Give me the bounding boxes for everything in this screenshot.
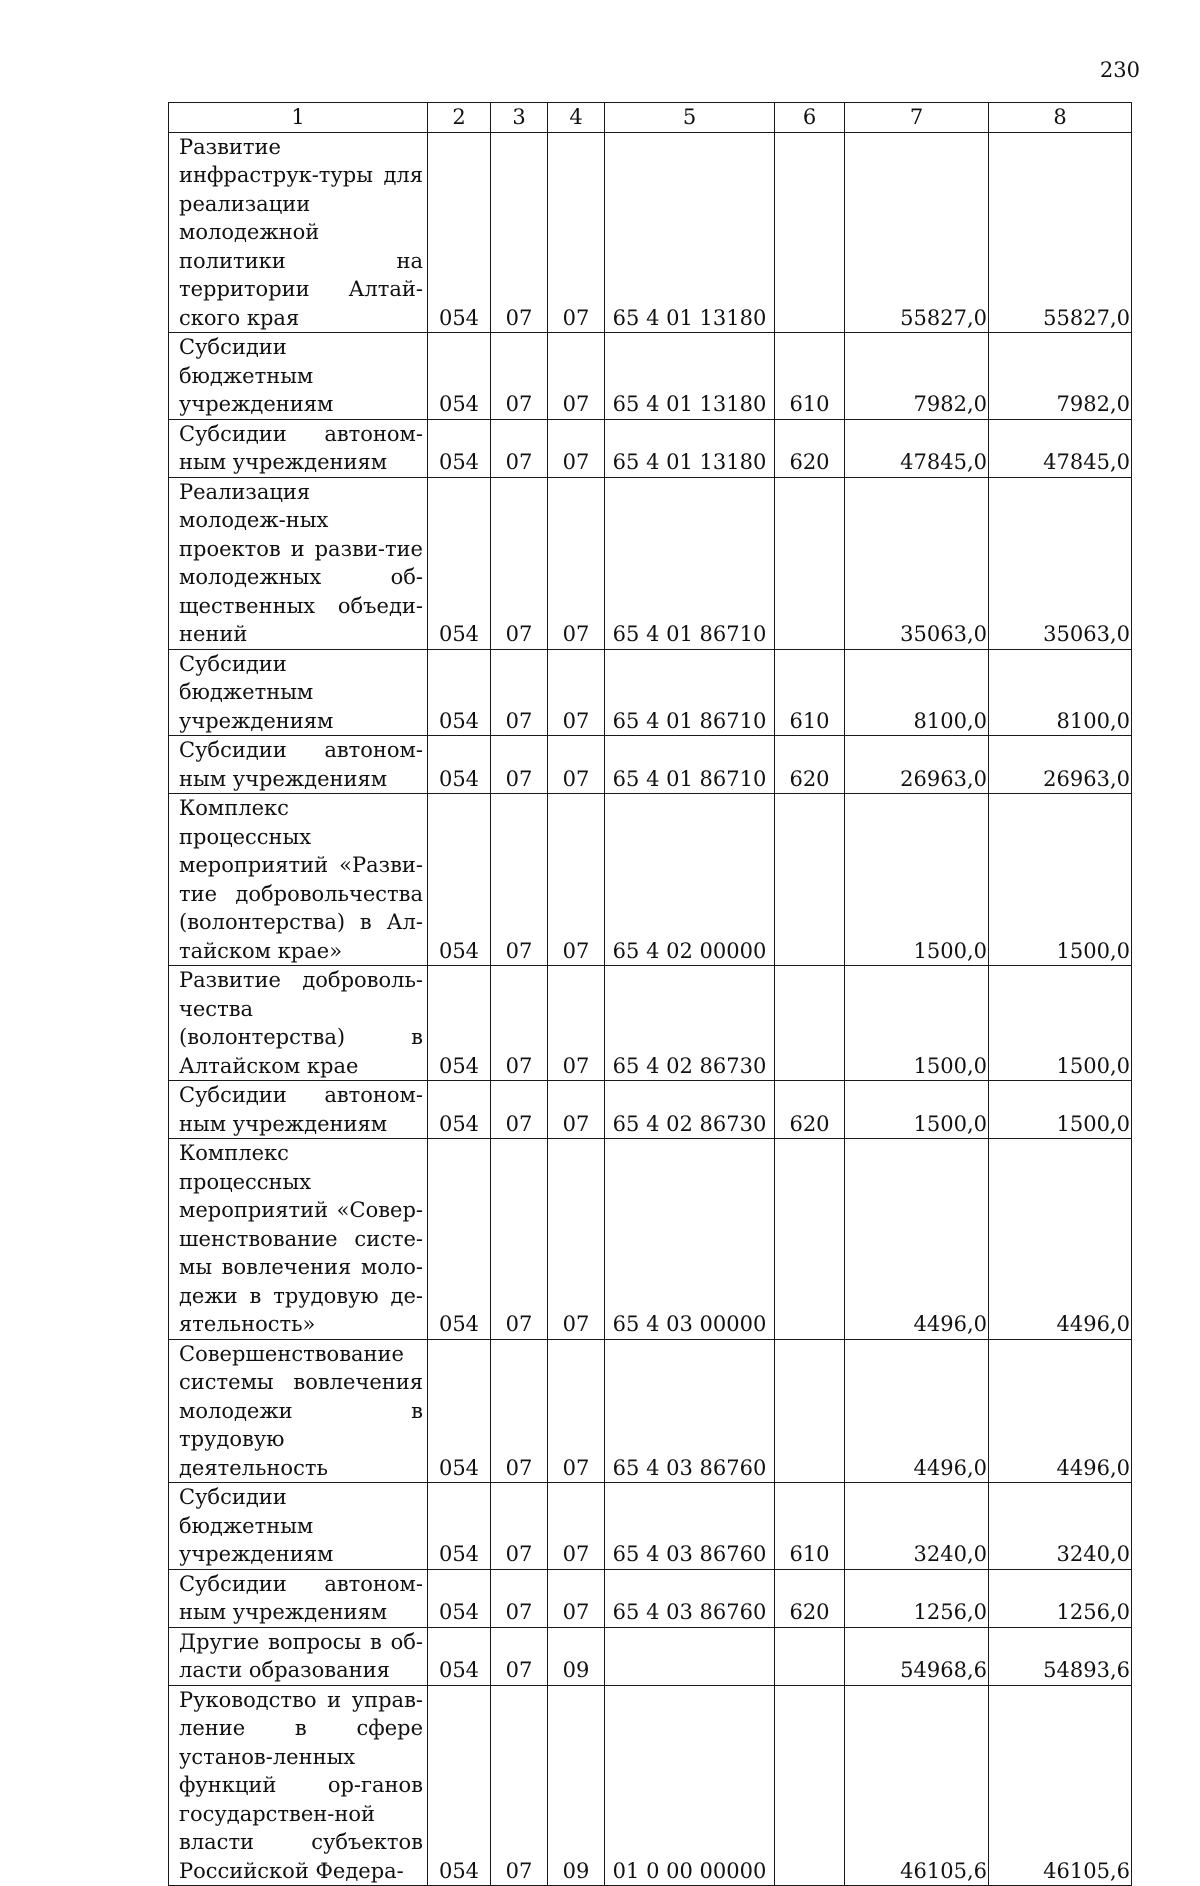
table-row bbox=[169, 1139, 1132, 1340]
table-row bbox=[169, 794, 1132, 966]
amount-col7-cell: 1500,0 bbox=[845, 794, 989, 966]
section-code-cell: 07 bbox=[491, 649, 548, 736]
amount-col7-cell: 35063,0 bbox=[845, 477, 989, 649]
amount-col8-cell: 1500,0 bbox=[989, 966, 1132, 1081]
row-name-cell: Субсидии автоном-ным учреждениям bbox=[169, 736, 428, 794]
target-article-cell: 65 4 02 00000 bbox=[605, 794, 775, 966]
amount-col8-cell: 47845,0 bbox=[989, 419, 1132, 477]
ministry-code-cell: 054 bbox=[428, 1339, 491, 1483]
row-name-cell: Субсидии автоном-ным учреждениям bbox=[169, 1569, 428, 1627]
table-row bbox=[169, 1685, 1132, 1886]
subsection-code-cell: 07 bbox=[548, 1569, 605, 1627]
column-header: 3 bbox=[491, 103, 548, 133]
target-article-cell: 65 4 03 00000 bbox=[605, 1139, 775, 1340]
target-article-cell: 65 4 01 13180 bbox=[605, 419, 775, 477]
table-body bbox=[169, 132, 1132, 1886]
table-row bbox=[169, 649, 1132, 736]
row-name-cell: Комплекс процессных мероприятий «Разви-тие добровольчества (волонтерства) в Ал-тайском крае» bbox=[169, 794, 428, 966]
subsection-code-cell: 07 bbox=[548, 1139, 605, 1340]
column-header: 4 bbox=[548, 103, 605, 133]
amount-col7-cell: 1256,0 bbox=[845, 1569, 989, 1627]
ministry-code-cell: 054 bbox=[428, 1483, 491, 1570]
subsection-code-cell: 09 bbox=[548, 1685, 605, 1886]
section-code-cell: 07 bbox=[491, 1627, 548, 1685]
ministry-code-cell: 054 bbox=[428, 419, 491, 477]
expense-type-cell bbox=[775, 1139, 845, 1340]
row-name-cell: Совершенствование системы вовлечения молодежи в трудовую деятельность bbox=[169, 1339, 428, 1483]
subsection-code-cell: 07 bbox=[548, 1081, 605, 1139]
amount-col7-cell: 47845,0 bbox=[845, 419, 989, 477]
expense-type-cell: 610 bbox=[775, 649, 845, 736]
section-code-cell: 07 bbox=[491, 1483, 548, 1570]
subsection-code-cell: 07 bbox=[548, 477, 605, 649]
subsection-code-cell: 07 bbox=[548, 1339, 605, 1483]
amount-col8-cell: 46105,6 bbox=[989, 1685, 1132, 1886]
expense-type-cell bbox=[775, 966, 845, 1081]
amount-col7-cell: 3240,0 bbox=[845, 1483, 989, 1570]
row-name-cell: Другие вопросы в об-ласти образования bbox=[169, 1627, 428, 1685]
column-header: 5 bbox=[605, 103, 775, 133]
amount-col8-cell: 7982,0 bbox=[989, 333, 1132, 420]
expense-type-cell: 620 bbox=[775, 736, 845, 794]
ministry-code-cell: 054 bbox=[428, 333, 491, 420]
column-header: 1 bbox=[169, 103, 428, 133]
expense-type-cell: 610 bbox=[775, 333, 845, 420]
ministry-code-cell: 054 bbox=[428, 649, 491, 736]
row-name-cell: Развитие доброволь-чества (волонтерства) в Алтайском крае bbox=[169, 966, 428, 1081]
row-name-cell: Субсидии автоном-ным учреждениям bbox=[169, 419, 428, 477]
target-article-cell: 65 4 01 13180 bbox=[605, 132, 775, 333]
ministry-code-cell: 054 bbox=[428, 794, 491, 966]
subsection-code-cell: 07 bbox=[548, 794, 605, 966]
amount-col7-cell: 4496,0 bbox=[845, 1339, 989, 1483]
target-article-cell: 65 4 03 86760 bbox=[605, 1569, 775, 1627]
section-code-cell: 07 bbox=[491, 477, 548, 649]
expense-type-cell bbox=[775, 1627, 845, 1685]
target-article-cell: 65 4 01 86710 bbox=[605, 736, 775, 794]
amount-col8-cell: 1256,0 bbox=[989, 1569, 1132, 1627]
section-code-cell: 07 bbox=[491, 333, 548, 420]
section-code-cell: 07 bbox=[491, 132, 548, 333]
section-code-cell: 07 bbox=[491, 1685, 548, 1886]
target-article-cell: 65 4 01 13180 bbox=[605, 333, 775, 420]
subsection-code-cell: 07 bbox=[548, 649, 605, 736]
section-code-cell: 07 bbox=[491, 1081, 548, 1139]
column-header: 8 bbox=[989, 103, 1132, 133]
amount-col7-cell: 46105,6 bbox=[845, 1685, 989, 1886]
expense-type-cell bbox=[775, 1685, 845, 1886]
subsection-code-cell: 07 bbox=[548, 132, 605, 333]
section-code-cell: 07 bbox=[491, 966, 548, 1081]
table-row bbox=[169, 736, 1132, 794]
column-number-row bbox=[169, 103, 1132, 133]
expense-type-cell bbox=[775, 794, 845, 966]
amount-col8-cell: 1500,0 bbox=[989, 1081, 1132, 1139]
table-row bbox=[169, 1339, 1132, 1483]
table-row bbox=[169, 1569, 1132, 1627]
amount-col7-cell: 26963,0 bbox=[845, 736, 989, 794]
row-name-cell: Субсидии бюджетным учреждениям bbox=[169, 1483, 428, 1570]
target-article-cell: 65 4 01 86710 bbox=[605, 649, 775, 736]
expense-type-cell bbox=[775, 477, 845, 649]
section-code-cell: 07 bbox=[491, 1569, 548, 1627]
ministry-code-cell: 054 bbox=[428, 966, 491, 1081]
target-article-cell: 01 0 00 00000 bbox=[605, 1685, 775, 1886]
amount-col7-cell: 54968,6 bbox=[845, 1627, 989, 1685]
target-article-cell: 65 4 01 86710 bbox=[605, 477, 775, 649]
section-code-cell: 07 bbox=[491, 1339, 548, 1483]
ministry-code-cell: 054 bbox=[428, 736, 491, 794]
ministry-code-cell: 054 bbox=[428, 132, 491, 333]
target-article-cell: 65 4 02 86730 bbox=[605, 1081, 775, 1139]
amount-col8-cell: 8100,0 bbox=[989, 649, 1132, 736]
expense-type-cell bbox=[775, 132, 845, 333]
row-name-cell: Комплекс процессных мероприятий «Совер-шенствование систе-мы вовлечения моло-дежи в трудовую де-ятельность» bbox=[169, 1139, 428, 1340]
expense-type-cell: 620 bbox=[775, 1081, 845, 1139]
column-header: 6 bbox=[775, 103, 845, 133]
section-code-cell: 07 bbox=[491, 1139, 548, 1340]
ministry-code-cell: 054 bbox=[428, 1139, 491, 1340]
amount-col8-cell: 26963,0 bbox=[989, 736, 1132, 794]
row-name-cell: Развитие инфраструк-туры для реализации молодежной политики на территории Алтай-ского края bbox=[169, 132, 428, 333]
row-name-cell: Реализация молодеж-ных проектов и разви-тие молодежных об-щественных объеди-нений bbox=[169, 477, 428, 649]
target-article-cell: 65 4 03 86760 bbox=[605, 1339, 775, 1483]
subsection-code-cell: 07 bbox=[548, 736, 605, 794]
target-article-cell bbox=[605, 1627, 775, 1685]
amount-col8-cell: 4496,0 bbox=[989, 1339, 1132, 1483]
table-row bbox=[169, 966, 1132, 1081]
expense-type-cell: 620 bbox=[775, 1569, 845, 1627]
subsection-code-cell: 07 bbox=[548, 1483, 605, 1570]
row-name-cell: Субсидии бюджетным учреждениям bbox=[169, 333, 428, 420]
amount-col7-cell: 1500,0 bbox=[845, 966, 989, 1081]
row-name-cell: Субсидии автоном-ным учреждениям bbox=[169, 1081, 428, 1139]
subsection-code-cell: 09 bbox=[548, 1627, 605, 1685]
table-row bbox=[169, 1081, 1132, 1139]
section-code-cell: 07 bbox=[491, 794, 548, 966]
amount-col7-cell: 55827,0 bbox=[845, 132, 989, 333]
target-article-cell: 65 4 02 86730 bbox=[605, 966, 775, 1081]
table-row bbox=[169, 419, 1132, 477]
amount-col7-cell: 8100,0 bbox=[845, 649, 989, 736]
amount-col8-cell: 35063,0 bbox=[989, 477, 1132, 649]
table-row bbox=[169, 477, 1132, 649]
amount-col8-cell: 55827,0 bbox=[989, 132, 1132, 333]
subsection-code-cell: 07 bbox=[548, 966, 605, 1081]
budget-table bbox=[168, 102, 1132, 1886]
ministry-code-cell: 054 bbox=[428, 1627, 491, 1685]
amount-col7-cell: 4496,0 bbox=[845, 1139, 989, 1340]
column-header: 7 bbox=[845, 103, 989, 133]
expense-type-cell: 610 bbox=[775, 1483, 845, 1570]
table-row bbox=[169, 333, 1132, 420]
page-number: 230 bbox=[1099, 58, 1140, 82]
ministry-code-cell: 054 bbox=[428, 1081, 491, 1139]
column-header: 2 bbox=[428, 103, 491, 133]
section-code-cell: 07 bbox=[491, 736, 548, 794]
amount-col7-cell: 1500,0 bbox=[845, 1081, 989, 1139]
amount-col8-cell: 3240,0 bbox=[989, 1483, 1132, 1570]
amount-col8-cell: 1500,0 bbox=[989, 794, 1132, 966]
table-row bbox=[169, 1627, 1132, 1685]
table-row bbox=[169, 1483, 1132, 1570]
section-code-cell: 07 bbox=[491, 419, 548, 477]
row-name-cell: Руководство и управ-ление в сфере установ-ленных функций ор-ганов государствен-ной власти субъектов Российской Федера- bbox=[169, 1685, 428, 1886]
ministry-code-cell: 054 bbox=[428, 1569, 491, 1627]
ministry-code-cell: 054 bbox=[428, 477, 491, 649]
subsection-code-cell: 07 bbox=[548, 333, 605, 420]
amount-col8-cell: 4496,0 bbox=[989, 1139, 1132, 1340]
expense-type-cell bbox=[775, 1339, 845, 1483]
amount-col7-cell: 7982,0 bbox=[845, 333, 989, 420]
ministry-code-cell: 054 bbox=[428, 1685, 491, 1886]
amount-col8-cell: 54893,6 bbox=[989, 1627, 1132, 1685]
target-article-cell: 65 4 03 86760 bbox=[605, 1483, 775, 1570]
expense-type-cell: 620 bbox=[775, 419, 845, 477]
table-row bbox=[169, 132, 1132, 333]
subsection-code-cell: 07 bbox=[548, 419, 605, 477]
row-name-cell: Субсидии бюджетным учреждениям bbox=[169, 649, 428, 736]
